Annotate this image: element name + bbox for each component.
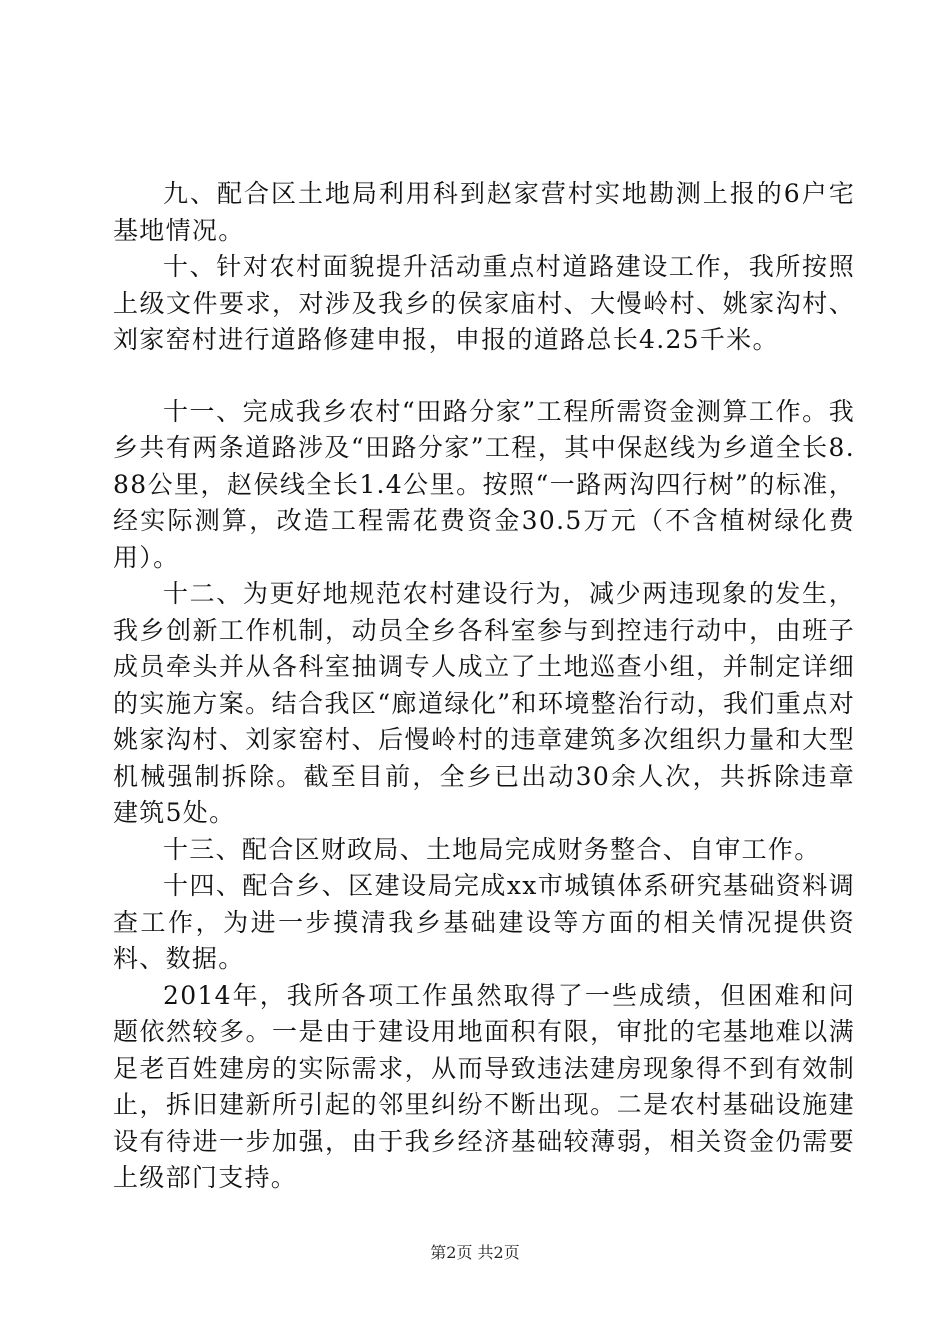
document-body [113, 176, 855, 1197]
paragraph-item-12: 十二、为更好地规范农村建设行为，减少两违现象的发生，我乡创新工作机制，动员全乡各科室参与到控违行动中，由班子成员牵头并从各科室抽调专人成立了土地巡查小组，并制定详细的实施方案。结合我区“廊道绿化”和环境整治行动，我们重点对姚家沟村、刘家窑村、后慢岭村的违章建筑多次组织力量和大型机械强制拆除。截至目前，全乡已出动30余人次，共拆除违章建筑5处。 [113, 579, 855, 827]
paragraph-item-13: 十三、配合区财政局、土地局完成财务整合、自审工作。 [163, 834, 821, 864]
paragraph-summary-2014: 2014年，我所各项工作虽然取得了一些成绩，但困难和问题依然较多。一是由于建设用地面积有限，审批的宅基地难以满足老百姓建房的实际需求，从而导致违法建房现象得不到有效制止，拆旧建新所引起的邻里纠纷不断出现。二是农村基础设施建设有待进一步加强，由于我乡经济基础较薄弱，相关资金仍需要上级部门支持。 [113, 980, 855, 1192]
paragraph-item-9: 九、配合区土地局利用科到赵家营村实地勘测上报的6户宅基地情况。 [113, 179, 855, 245]
page-number-footer: 第2页 共2页 [430, 1243, 520, 1262]
paragraph-item-14: 十四、配合乡、区建设局完成xx市城镇体系研究基础资料调查工作，为进一步摸清我乡基础建设等方面的相关情况提供资料、数据。 [113, 871, 855, 973]
paragraph-item-10: 十、针对农村面貌提升活动重点村道路建设工作，我所按照上级文件要求，对涉及我乡的侯家庙村、大慢岭村、姚家沟村、刘家窑村进行道路修建申报，申报的道路总长4.25千米。 [113, 252, 855, 354]
paragraph-item-11: 十一、完成我乡农村“田路分家”工程所需资金测算工作。我乡共有两条道路涉及“田路分家”工程，其中保赵线为乡道全长8.88公里，赵侯线全长1.4公里。按照“一路两沟四行树”的标准，经实际测算，改造工程需花费资金30.5万元（不含植树绿化费用）。 [113, 396, 855, 572]
